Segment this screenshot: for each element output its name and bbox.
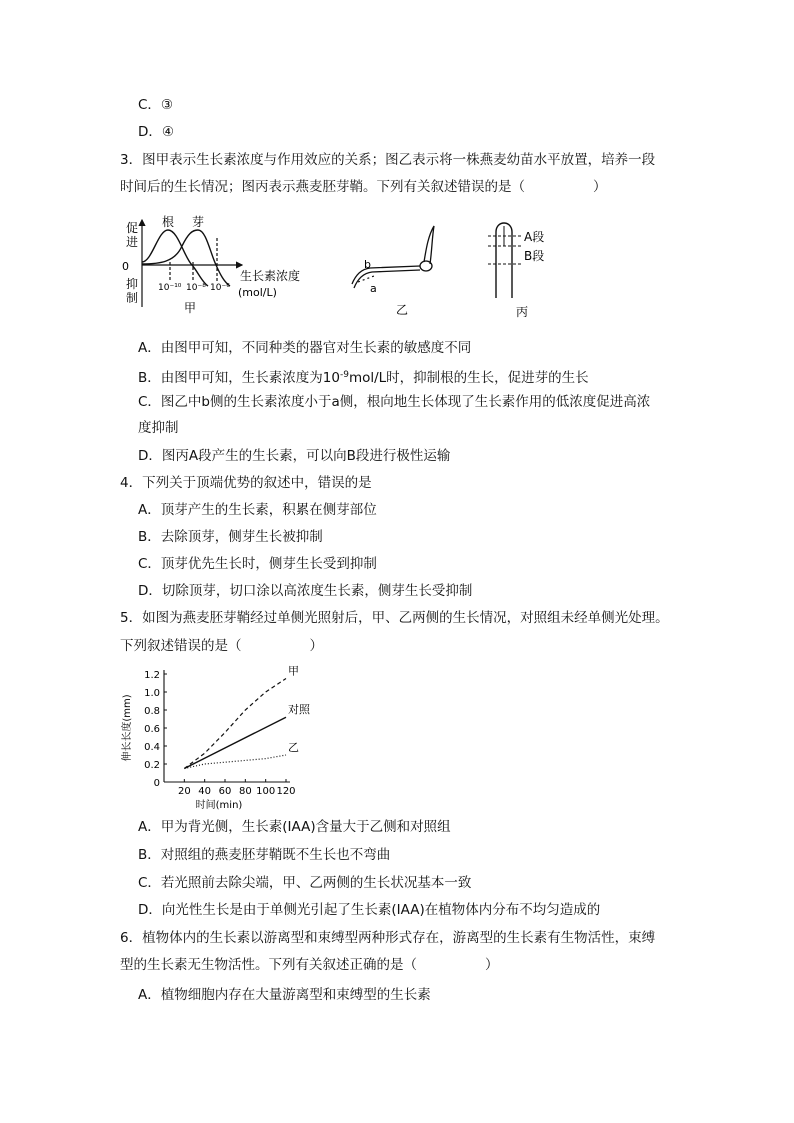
- q5-option-d: D．向光性生长是由于单侧光引起了生长素(IAA)在植物体内分布不均匀造成的: [138, 902, 601, 918]
- q3-option-a: A．由图甲可知，不同种类的器官对生长素的敏感度不同: [138, 340, 472, 356]
- q3-option-c-line1: C．图乙中b侧的生长素浓度小于a侧，根向地生长体现了生长素作用的低浓度促进高浓: [138, 394, 651, 410]
- series-label-对照: 对照: [288, 703, 310, 717]
- q5-option-b: B．对照组的燕麦胚芽鞘既不生长也不弯曲: [138, 847, 391, 863]
- x-tick-label: 120: [276, 786, 296, 797]
- figure-yi: [340, 222, 445, 322]
- option-d-prev: D．④: [138, 124, 174, 140]
- label-root: 根: [162, 215, 175, 229]
- caption-bing: 丙: [516, 305, 529, 319]
- option-c-prev: C．③: [138, 97, 174, 113]
- y-tick-label: 1.0: [144, 688, 160, 699]
- y-tick-label: 0.2: [144, 760, 160, 771]
- q3-stem-text: 时间后的生长情况；图丙表示燕麦胚芽鞘。下列有关叙述错误的是（: [120, 179, 525, 195]
- y-tick-label: 0.6: [144, 724, 160, 735]
- x-tick-label: 40: [198, 786, 212, 797]
- y-tick-label: 0: [153, 778, 160, 789]
- y-label-promote-2: 进: [126, 235, 139, 249]
- seedling-stem-top: [352, 266, 420, 284]
- q5-stem-text: 下列叙述错误的是（: [120, 638, 242, 654]
- tick-1e-6: 10⁻⁶: [210, 283, 230, 293]
- q3-option-b-text: B．由图甲可知，生长素浓度为10: [138, 370, 340, 386]
- y-label-inhibit-1: 抑: [126, 277, 139, 291]
- q6-stem-text: 型的生长素无生物活性。下列有关叙述正确的是（: [120, 957, 417, 973]
- q6-stem-line2: [120, 955, 499, 975]
- label-a: a: [370, 282, 377, 295]
- label-a-segment: A段: [524, 230, 545, 244]
- q5-stem-line2: [120, 636, 323, 656]
- q4-option-d: D．切除顶芽，切口涂以高浓度生长素，侧芽生长受抑制: [138, 583, 473, 599]
- x-tick-label: 20: [177, 786, 191, 797]
- q6-stem-close: ）: [485, 957, 499, 973]
- series-line-甲: [184, 679, 286, 769]
- y-axis-title: 伸长长度(mm): [122, 694, 133, 762]
- q3-option-c-line2: 度抑制: [138, 420, 179, 436]
- q3-option-b-exponent: -9: [339, 370, 349, 380]
- q5-option-c: C．若光照前去除尖端，甲、乙两侧的生长状况基本一致: [138, 875, 472, 891]
- q5-option-a: A．甲为背光侧，生长素(IAA)含量大于乙侧和对照组: [138, 819, 451, 835]
- x-axis-label: 生长素浓度: [240, 269, 301, 283]
- q6-stem-line1: 6．植物体内的生长素以游离型和束缚型两种形式存在，游离型的生长素有生物活性，束缚: [120, 930, 656, 946]
- label-bud: 芽: [192, 215, 205, 229]
- caption-yi: 乙: [396, 303, 409, 317]
- q4-option-b: B．去除顶芽，侧芽生长被抑制: [138, 529, 323, 545]
- y-label-zero: 0: [122, 260, 129, 273]
- label-b-segment: B段: [524, 249, 545, 263]
- x-tick-label: 80: [238, 786, 252, 797]
- x-axis-unit: (mol/L): [238, 286, 277, 299]
- tick-1e-10: 10⁻¹⁰: [158, 283, 182, 293]
- q3-stem-line2: [120, 177, 607, 197]
- q6-option-a: A．植物细胞内存在大量游离型和束缚型的生长素: [138, 987, 431, 1003]
- x-tick-label: 100: [256, 786, 276, 797]
- q5-growth-chart: [112, 662, 312, 812]
- y-label-inhibit-2: 制: [126, 291, 139, 305]
- caption-jia: 甲: [184, 301, 197, 315]
- y-tick-label: 0.8: [144, 706, 160, 717]
- q5-stem-line1: 5．如图为燕麦胚芽鞘经过单侧光照射后，甲、乙两侧的生长情况，对照组未经单侧光处理。: [120, 610, 669, 626]
- shoot-tip: [424, 226, 434, 264]
- label-b: b: [364, 258, 371, 271]
- series-line-乙: [184, 755, 286, 769]
- seedling-stem-bottom: [354, 270, 420, 288]
- q5-stem-close: ）: [309, 638, 323, 654]
- root-curve: [142, 230, 208, 286]
- y-label-promote-1: 促: [126, 221, 139, 235]
- q3-option-d: D．图丙A段产生的生长素，可以向B段进行极性运输: [138, 448, 451, 464]
- y-tick-label: 1.2: [144, 670, 160, 681]
- q3-option-b: [138, 365, 589, 388]
- figure-jia: [120, 212, 320, 322]
- series-label-甲: 甲: [288, 664, 299, 678]
- q4-stem: 4．下列关于顶端优势的叙述中，错误的是: [120, 475, 372, 491]
- q3-option-b-rest: mol/L时，抑制根的生长，促进芽的生长: [348, 370, 589, 386]
- q4-option-a: A．顶芽产生的生长素，积累在侧芽部位: [138, 502, 377, 518]
- figure-bing: [480, 212, 570, 324]
- seed: [420, 261, 432, 271]
- q3-stem-line1: 3．图甲表示生长素浓度与作用效应的关系；图乙表示将一株燕麦幼苗水平放置，培养一段: [120, 152, 656, 168]
- q4-option-c: C．顶芽优先生长时，侧芽生长受到抑制: [138, 556, 377, 572]
- series-label-乙: 乙: [288, 741, 299, 754]
- y-tick-label: 0.4: [144, 742, 160, 753]
- q3-stem-close: ）: [593, 179, 607, 195]
- x-axis-title: 时间(min): [195, 800, 243, 811]
- x-tick-label: 60: [218, 786, 232, 797]
- tick-1e-8: 10⁻⁸: [186, 283, 206, 293]
